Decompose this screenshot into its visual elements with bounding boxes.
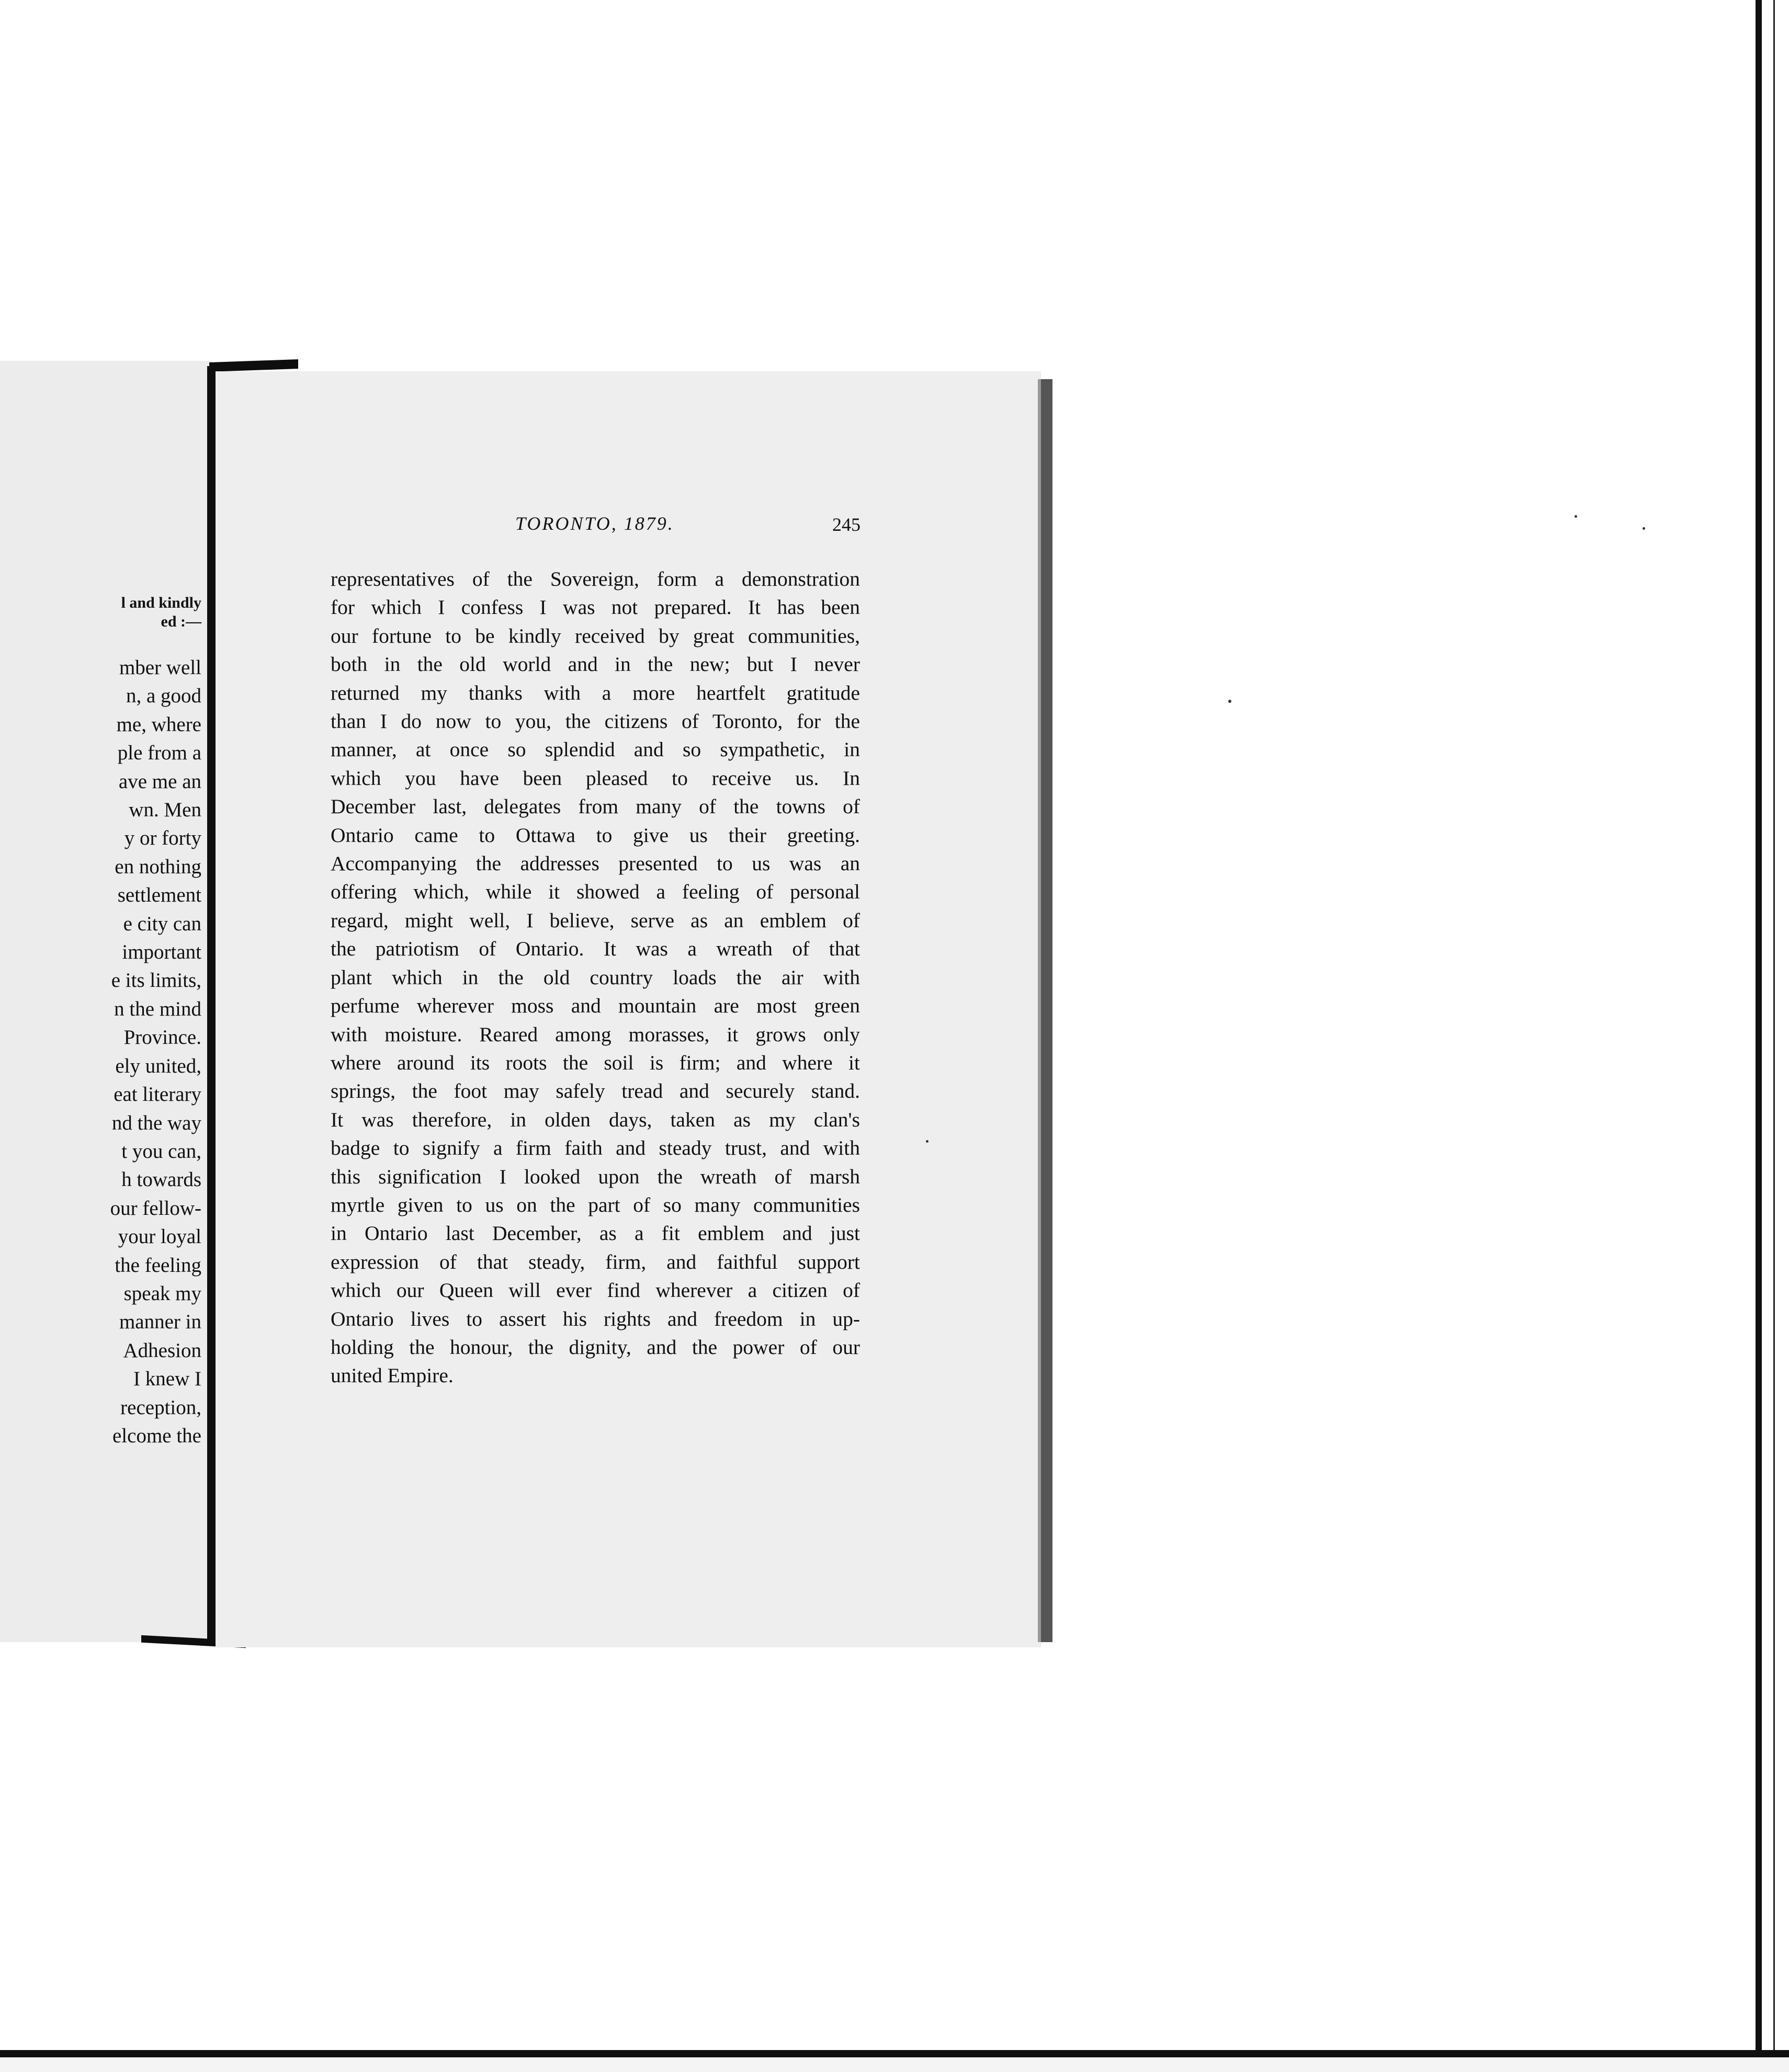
- left-text-line: wn. Men: [129, 799, 201, 822]
- text-line: in Ontario last December, as a fit emblem and just: [331, 1222, 860, 1245]
- left-text-line: ely united,: [115, 1054, 201, 1077]
- left-text-line: Province.: [123, 1026, 201, 1049]
- left-text-line: our fellow-: [110, 1197, 201, 1220]
- text-line: than I do now to you, the citizens of Toronto, for the: [331, 710, 860, 733]
- left-text-line: Adhesion: [123, 1339, 201, 1362]
- text-line: plant which in the old country loads the air with: [331, 965, 860, 989]
- text-line: the patriotism of Ontario. It was a wreath of that: [331, 937, 860, 961]
- left-page-heading: [0, 594, 201, 631]
- book-spine: [207, 366, 216, 1642]
- page-number: 245: [832, 514, 860, 535]
- left-text-line: I knew I: [133, 1368, 201, 1391]
- left-text-line: the feeling: [115, 1254, 201, 1277]
- left-text-line: settlement: [117, 884, 201, 907]
- text-line: perfume wherever moss and mountain are most green: [331, 994, 860, 1018]
- scan-frame-margin: [1773, 0, 1789, 2072]
- left-page: [0, 361, 212, 1642]
- text-line: which you have been pleased to receive us. In: [331, 766, 860, 790]
- left-text-line: manner in: [119, 1311, 201, 1334]
- left-text-line: reception,: [120, 1396, 201, 1419]
- text-line: where around its roots the soil is firm; and where it: [331, 1051, 860, 1074]
- left-text-line: ave me an: [118, 770, 201, 793]
- left-text-line: elcome the: [112, 1424, 201, 1447]
- text-line: for which I confess I was not prepared. It has been: [331, 596, 860, 619]
- scan-frame-edge: [1756, 0, 1762, 2072]
- text-line: which our Queen will ever find wherever a citizen of: [331, 1279, 860, 1302]
- dust-speck: [1575, 515, 1577, 518]
- text-line: myrtle given to us on the part of so many communities: [331, 1193, 860, 1216]
- dust-speck: [926, 1140, 929, 1143]
- text-line: both in the old world and in the new; but I never: [331, 653, 860, 676]
- left-heading-line: l and kindly: [121, 594, 201, 611]
- text-line: with moisture. Reared among morasses, it grows only: [331, 1022, 860, 1046]
- text-line: springs, the foot may safely tread and securely stand.: [331, 1079, 860, 1103]
- text-line: regard, might well, I believe, serve as an emblem of: [331, 908, 860, 932]
- text-line: this signification I looked upon the wreath of marsh: [331, 1165, 860, 1188]
- left-text-line: y or forty: [124, 827, 201, 850]
- page-edge: [1041, 379, 1052, 1642]
- text-line: badge to signify a firm faith and steady trust, and with: [331, 1136, 860, 1160]
- text-line: Accompanying the addresses presented to us was an: [331, 852, 860, 875]
- left-text-line: n the mind: [114, 997, 201, 1020]
- body-text: [331, 565, 860, 1390]
- left-text-line: ple from a: [117, 742, 201, 765]
- dust-speck: [1643, 527, 1645, 530]
- left-page-text: [0, 654, 201, 1450]
- running-head: [330, 513, 860, 539]
- text-line: expression of that steady, firm, and faithful support: [331, 1250, 860, 1273]
- text-line: representatives of the Sovereign, form a demonstration: [331, 567, 860, 590]
- left-heading-line: ed :—: [161, 613, 201, 630]
- text-line: returned my thanks with a more heartfelt gratitude: [331, 681, 860, 704]
- text-line: offering which, while it showed a feeling of personal: [331, 880, 860, 904]
- text-line: our fortune to be kindly received by great communities,: [331, 624, 860, 647]
- left-text-line: speak my: [123, 1282, 201, 1305]
- left-text-line: t you can,: [121, 1140, 201, 1163]
- dust-speck: [1228, 700, 1231, 703]
- text-line: manner, at once so splendid and so sympathetic, in: [331, 738, 860, 761]
- text-line: It was therefore, in olden days, taken as my clan's: [331, 1108, 860, 1131]
- text-line: December last, delegates from many of the towns of: [331, 795, 860, 818]
- left-text-line: mber well: [119, 656, 201, 679]
- left-text-line: en nothing: [115, 855, 201, 878]
- scan-frame-bottom: [0, 2050, 1789, 2057]
- left-text-line: e city can: [123, 912, 201, 935]
- left-text-line: your loyal: [118, 1225, 201, 1248]
- text-line: Ontario came to Ottawa to give us their greeting.: [331, 823, 860, 847]
- running-title: TORONTO, 1879.: [515, 513, 674, 534]
- left-text-line: nd the way: [111, 1111, 201, 1134]
- text-line: Ontario lives to assert his rights and freedom in up-: [331, 1307, 860, 1330]
- left-text-line: e its limits,: [111, 969, 201, 992]
- left-text-line: important: [122, 941, 201, 964]
- left-text-line: eat literary: [114, 1083, 201, 1106]
- left-text-line: n, a good: [126, 685, 201, 708]
- left-text-line: me, where: [116, 713, 201, 736]
- text-line: united Empire.: [331, 1364, 454, 1387]
- text-line: holding the honour, the dignity, and the power of our: [331, 1335, 860, 1359]
- book-spine-top: [209, 359, 298, 372]
- scan-frame-strip: [0, 2057, 1789, 2072]
- left-text-line: h towards: [121, 1168, 201, 1191]
